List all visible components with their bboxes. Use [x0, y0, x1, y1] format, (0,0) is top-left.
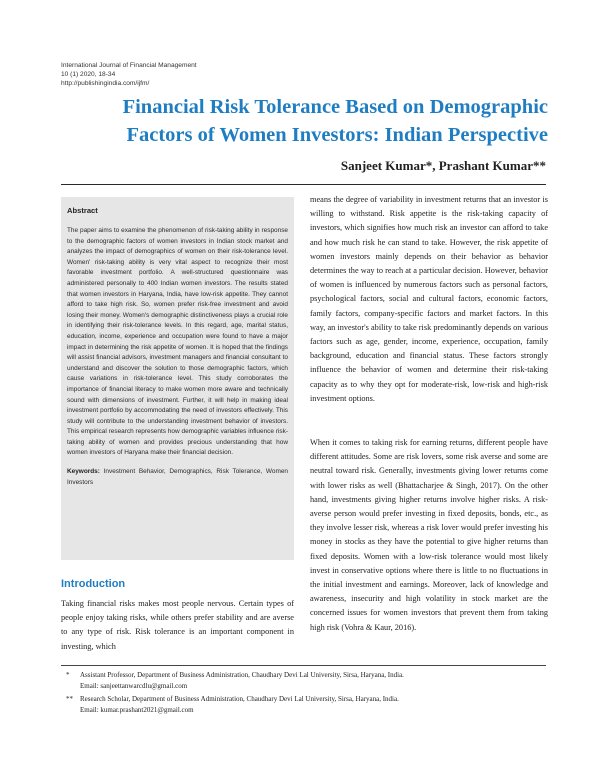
footnote-1-text: Assistant Professor, Department of Business Administration, Chaudhary Devi Lal University, Sirsa, Haryana, India.: [80, 671, 404, 679]
abstract-text: The paper aims to examine the phenomenon of risk-taking ability in response to the demographic factors of women investors in Indian stock market and analyzes the impact of demographics of women on their risk-tolerance level. Women' risk-taking ability is very vital aspect to recognize their most favorable investment portfolio. A well-structured questionnaire was administered personally to 400 Indian women investors. The results stated that women investors in Haryana, India, have low-risk appetite. They cannot afford to take high risk. So, women prefer risk-free investment and avoid losing their money. Women's demographic distinctiveness plays a crucial role in identifying their risk-tolerance levels. In this regard, age, marital status, education, income, experience and occupation were found to have a major impact in determining the risk appetite of women. It is hoped that the findings will assist financial advisors, investment managers and financial consultant to understand and discover the solution to those demographic factors, which cause variations in risk-tolerance level. This study corroborates the importance of financial literacy to make women more aware and technically sound with dimensions of investment. Further, it will help in making ideal investment portfolio by accommodating the need of investors effectively. This study will contribute to the understanding investment behavior of investors. This empirical research represents how demographic variables influence risk-taking ability of women and provides precious understanding that how women investors of Haryana make their financial decision.: [67, 227, 288, 457]
keywords-list: Investment Behavior, Demographics, Risk Tolerance, Women Investors: [67, 468, 288, 486]
journal-volume: 10 (1) 2020, 18-34: [61, 71, 116, 79]
title-line-2: Factors of Women Investors: Indian Perspective: [126, 124, 548, 146]
keywords-label: Keywords:: [67, 468, 100, 476]
footnote-2: [61, 694, 548, 715]
footnote-1-mark: *: [66, 671, 70, 679]
footnote-2-text: Research Scholar, Department of Business Administration, Chaudhary Devi Lal University, Sirsa, Haryana, India.: [80, 695, 399, 703]
footnote-1-email[interactable]: Email: sanjeettanwarcdlu@gmail.com: [80, 681, 188, 690]
body-paragraph-2: When it comes to taking risk for earning returns, different people have different attitudes. Some are risk lovers, some risk averse and some are neutral toward risk. Generally, investments giving lower returns come with lower risks as well (Bhattacharjee & Singh, 2017). On the other hand, investments giving higher returns involve higher risks. A risk-averse person would prefer investing in fixed deposits, bonds, etc., as they involve lesser risk, whereas a risk lover would prefer investing his money in stocks as they have the potential to give higher returns than fixed deposits. Women with a low-risk tolerance would most likely invest in conservative options where there is little to no fluctuations in the initial investment and earnings. Moreover, lack of knowledge and awareness, insecurity and high volatility in stock market are the concerned issues for women investors that prevent them from taking high risk (Vohra & Kaur, 2016).: [310, 438, 548, 632]
journal-header: [61, 61, 197, 89]
abstract-heading: Abstract: [67, 206, 98, 215]
journal-url[interactable]: http://publishingindia.com/ijfm/: [61, 80, 150, 88]
introduction-text: Taking financial risks makes most people nervous. Certain types of people enjoy taking risks, while others prefer stability and are averse to any type of risk. Risk tolerance is an important component in investing, which: [61, 599, 294, 651]
title-divider: [61, 184, 546, 185]
footnote-2-email[interactable]: Email: kumar.prashant2021@gmail.com: [80, 705, 194, 714]
introduction-heading: Introduction: [61, 578, 126, 590]
footnote-2-mark: **: [66, 695, 73, 703]
footnote-1: [61, 670, 548, 691]
footnote-divider: [61, 665, 546, 666]
journal-name: International Journal of Financial Management: [61, 62, 197, 69]
title-line-1: Financial Risk Tolerance Based on Demographic: [122, 96, 548, 118]
authors: Sanjeet Kumar*, Prashant Kumar**: [340, 158, 546, 173]
abstract-box: [61, 197, 294, 560]
body-paragraph-1: means the degree of variability in investment returns that an investor is willing to withstand. Risk appetite is the risk-taking capacity of investors, which signifies how much risk an investor can afford to take and how much risk he can stand to take. However, the risk appetite of women investors mainly depends on their behavior as behavior determines the way to reach at a particular decision. However, behavior of women is influenced by numerous factors such as personal factors, psychological factors, social and cultural factors, economic factors, family factors, company-specific factors and market factors. In this way, an investor's ability to take risk predominantly depends on various factors such as age, gender, income, experience, occupation, family background, education and financial status. These factors strongly influence the behavior of women and determine their risk-taking capacity as to why they opt for moderate-risk, low-risk and high-risk investment options.: [310, 195, 548, 403]
paper-title: [80, 93, 548, 149]
keywords: [67, 467, 288, 488]
